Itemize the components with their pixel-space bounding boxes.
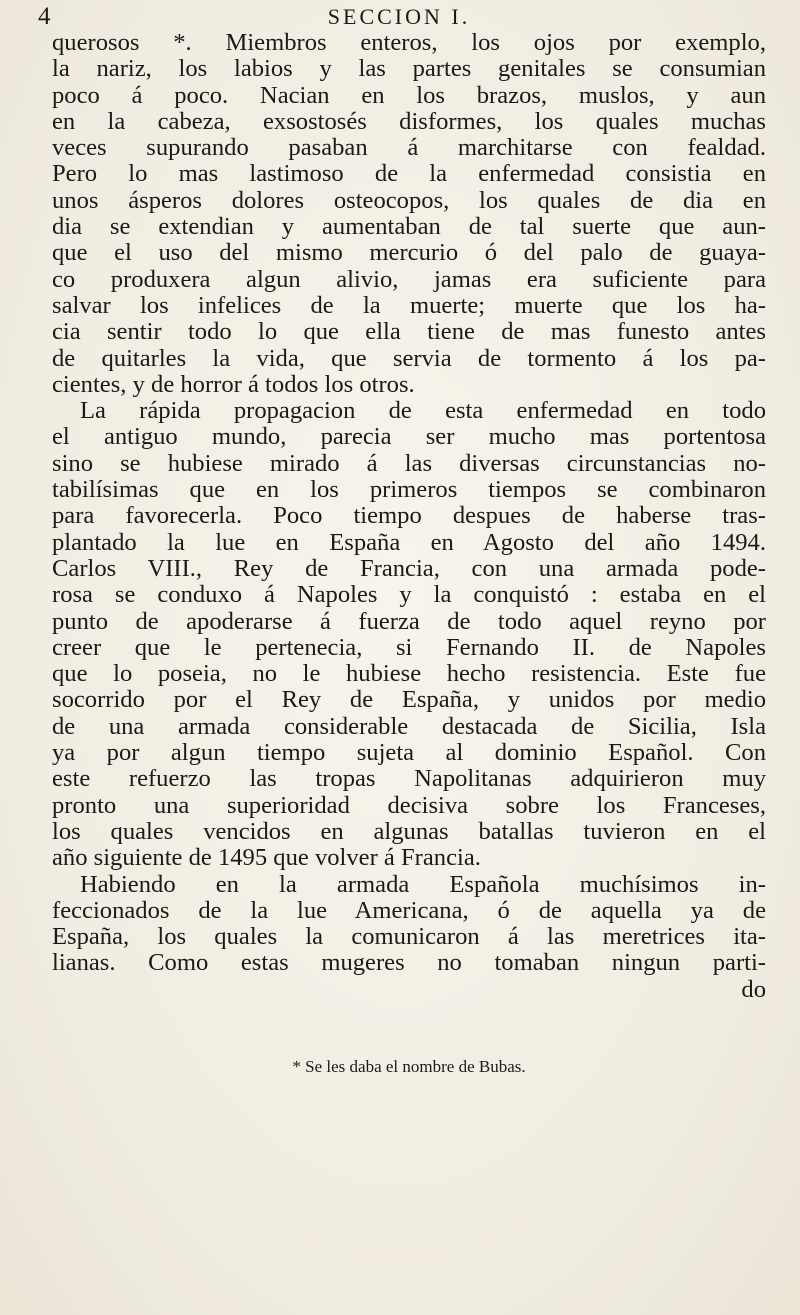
text-line: los quales vencidos en algunas batallas tuvieron en el [52,818,766,845]
text-line: el antiguo mundo, parecia ser mucho mas portentosa [52,424,766,451]
text-line: que lo poseia, no le hubiese hecho resistencia. Este fue [52,661,766,688]
text-line: plantado la lue en España en Agosto del año 1494. [52,529,766,556]
text-line: unos ásperos dolores osteocopos, los quales de dia en [52,187,766,214]
page-number: 4 [38,3,51,30]
text-line: La rápida propagacion de esta enfermedad en todo [80,398,766,425]
text-line: veces supurando pasaban á marchitarse con fealdad. [52,135,766,162]
text-line: pronto una superioridad decisiva sobre los Franceses, [52,792,766,819]
text-line: de quitarles la vida, que servia de tormento á los pa- [52,345,766,372]
text-line: punto de apoderarse á fuerza de todo aquel reyno por [52,608,766,635]
text-line: rosa se conduxo á Napoles y la conquistó : estaba en el [52,582,766,609]
text-line: de una armada considerable destacada de Sicilia, Isla [52,713,766,740]
text-line: Carlos VIII., Rey de Francia, con una armada pode- [52,555,766,582]
text-line: España, los quales la comunicaron á las meretrices ita- [52,924,766,951]
text-line: la nariz, los labios y las partes genitales se consumian [52,56,766,83]
catchword: do [741,976,766,1003]
text-line: salvar los infelices de la muerte; muerte que los ha- [52,292,766,319]
text-line: en la cabeza, exsostosés disformes, los quales muchas [52,108,766,135]
text-line: querosos *. Miembros enteros, los ojos por exemplo, [52,30,766,56]
text-line: sino se hubiese mirado á las diversas circunstancias no- [52,450,766,477]
text-line: co produxera algun alivio, jamas era suficiente para [52,266,766,293]
text-line: cia sentir todo lo que ella tiene de mas funesto antes [52,319,766,346]
text-line: socorrido por el Rey de España, y unidos por medio [52,687,766,714]
section-title: SECCION I. [327,4,471,29]
text-line: año siguiente de 1495 que volver á Francia. [52,845,481,872]
text-line: Pero lo mas lastimoso de la enfermedad consistia en [52,161,766,188]
text-line: tabilísimas que en los primeros tiempos se combinaron [52,477,766,504]
text-line: creer que le pertenecia, si Fernando II. de Napoles [52,634,766,661]
footnote: * Se les daba el nombre de Bubas. [292,1057,526,1076]
text-line: cientes, y de horror á todos los otros. [52,371,415,398]
text-line: poco á poco. Nacian en los brazos, muslos, y aun [52,82,766,109]
text-line: este refuerzo las tropas Napolitanas adquirieron muy [52,766,766,793]
text-line: dia se extendian y aumentaban de tal suerte que aun- [52,214,766,241]
text-line: lianas. Como estas mugeres no tomaban ningun parti- [52,950,766,977]
body-text [52,30,766,1003]
text-line: ya por algun tiempo sujeta al dominio Español. Con [52,740,766,767]
text-line: Habiendo en la armada Española muchísimos in- [80,871,766,898]
text-line: que el uso del mismo mercurio ó del palo de guaya- [52,240,766,267]
text-line: para favorecerla. Poco tiempo despues de haberse tras- [52,503,766,530]
text-line: feccionados de la lue Americana, ó de aquella ya de [52,897,766,924]
running-head [38,4,760,30]
